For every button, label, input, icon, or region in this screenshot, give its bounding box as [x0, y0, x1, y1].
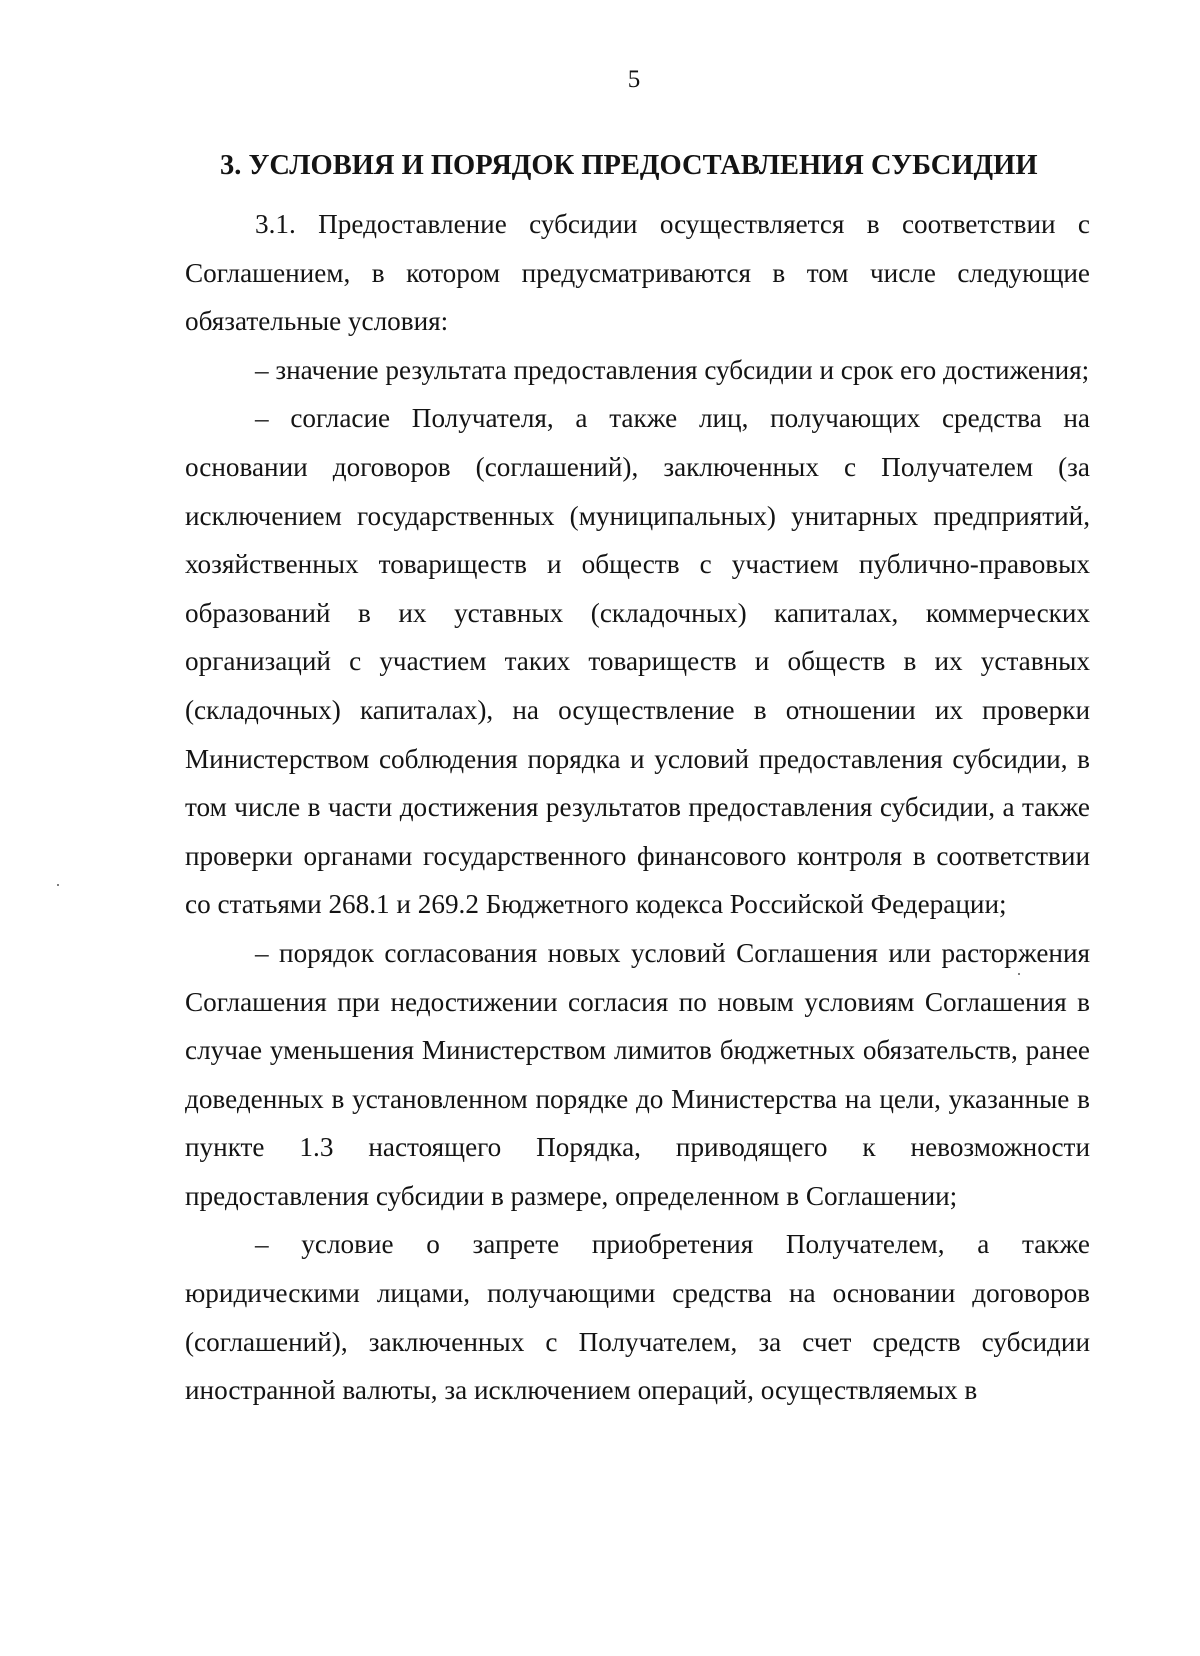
section-heading: 3. УСЛОВИЯ И ПОРЯДОК ПРЕДОСТАВЛЕНИЯ СУБСИДИИ: [220, 150, 1038, 181]
list-item-recipient-consent: – согласие Получателя, а также лиц, получающих средства на основании договоров (соглашений), заключенных с Получателем (за исключением государственных (муниципальных) унитарных предприятий, хозяйственных товариществ и обществ с участием публично-правовых образований в их уставных (складочных) капиталах, коммерческих организаций с участием таких товариществ и обществ в их уставных (складочных) капиталах), на осуществление в отношении их проверки Министерством соблюдения порядка и условий предоставления субсидии, в том числе в части достижения результатов предоставления субсидии, а также проверки органами государственного финансового контроля в соответствии со статьями 268.1 и 269.2 Бюджетного кодекса Российской Федерации;: [185, 403, 1090, 920]
list-item-result-value: – значение результата предоставления субсидии и срок его достижения;: [255, 354, 1090, 385]
scan-speck: [57, 884, 59, 886]
body-text: [185, 200, 1090, 1415]
list-item-currency-prohibition: – условие о запрете приобретения Получателем, а также юридическими лицами, получающими средства на основании договоров (соглашений), заключенных с Получателем, за счет средств субсидии иностранной валюты, за исключением операций, осуществляемых в: [185, 1229, 1090, 1406]
scan-speck: [1018, 973, 1020, 975]
page-number: 5: [627, 66, 641, 93]
list-item-agreement-procedure: – порядок согласования новых условий Соглашения или расторжения Соглашения при недостижении согласия по новым условиям Соглашения в случае уменьшения Министерством лимитов бюджетных обязательств, ранее доведенных в установленном порядке до Министерства на цели, указанные в пункте 1.3 настоящего Порядка, приводящего к невозможности предоставления субсидии в размере, определенном в Соглашении;: [185, 937, 1090, 1211]
paragraph-3-1: 3.1. Предоставление субсидии осуществляется в соответствии с Соглашением, в котором предусматриваются в том числе следующие обязательные условия:: [185, 209, 1090, 337]
